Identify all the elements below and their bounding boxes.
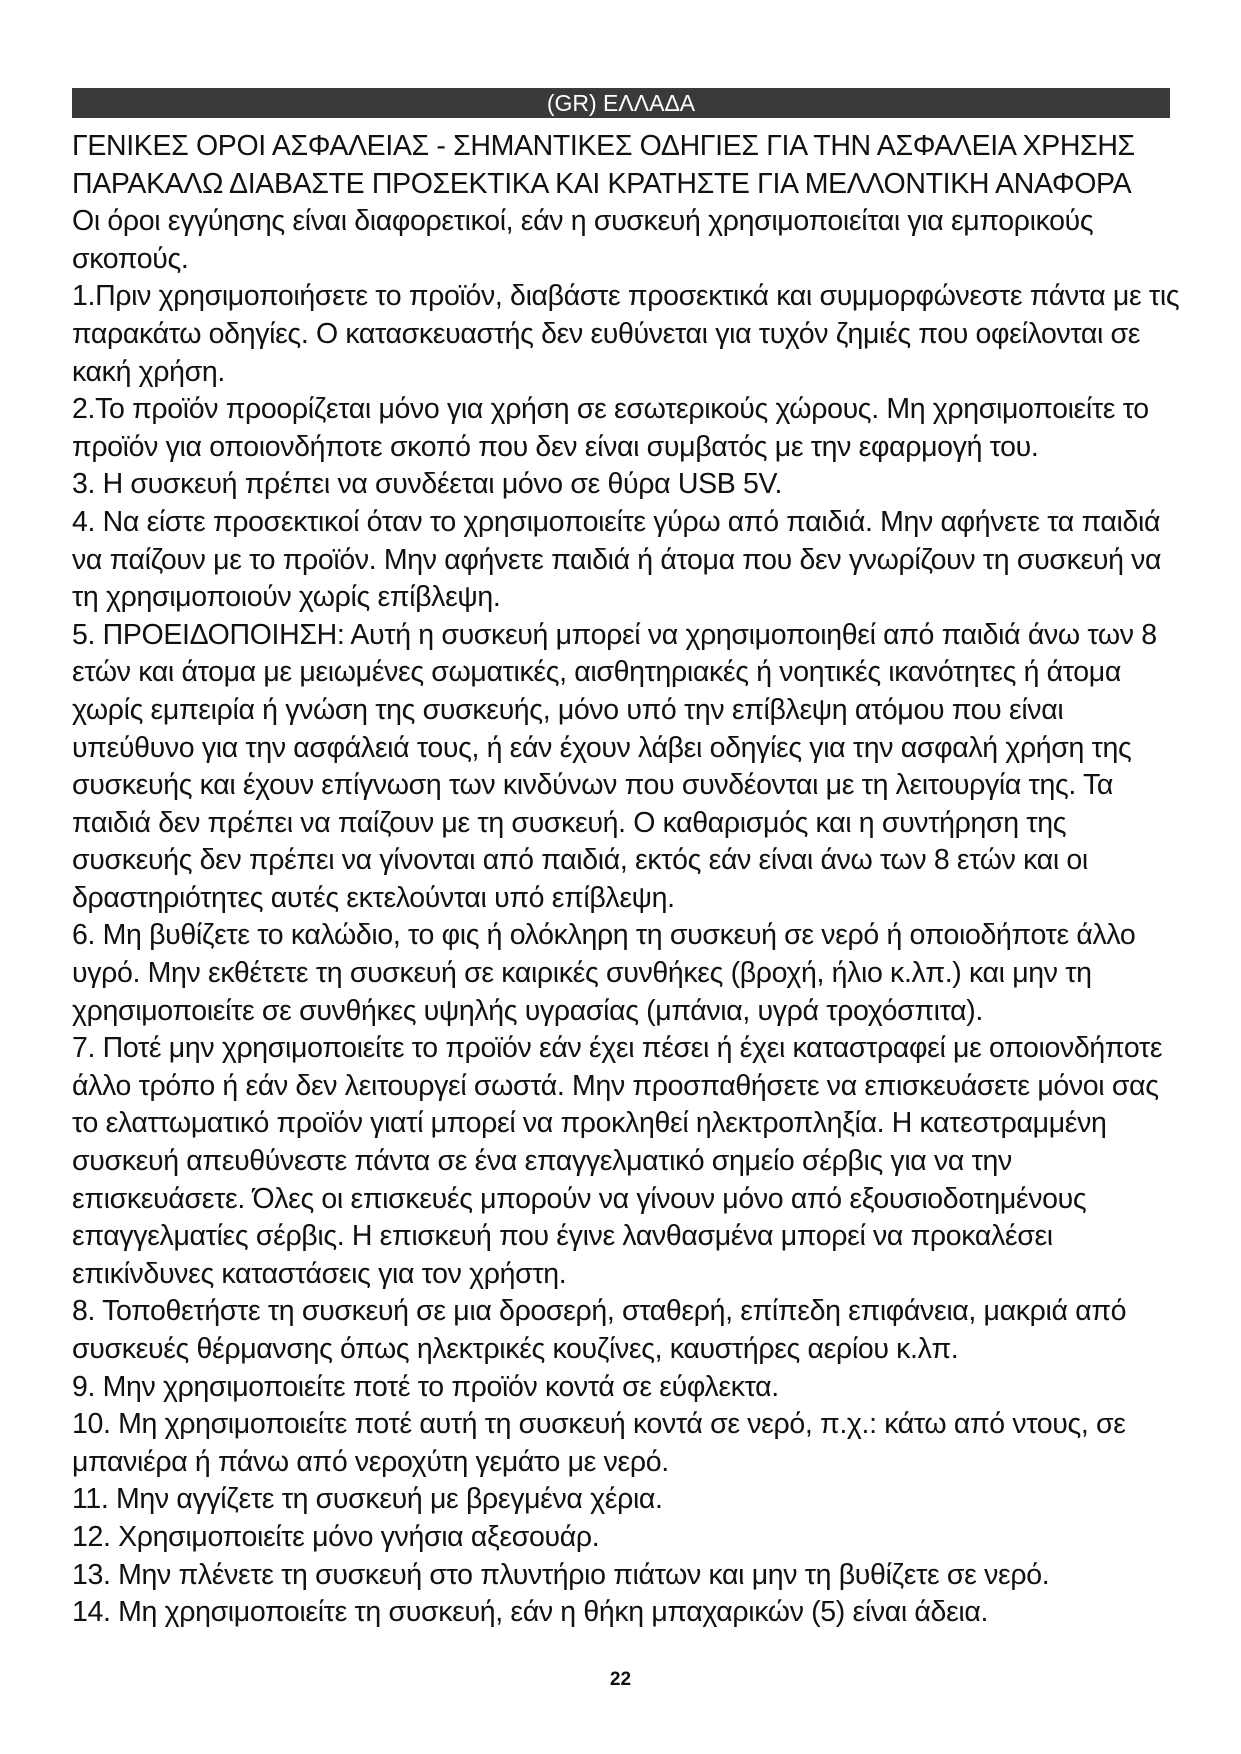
list-item: 14. Μη χρησιμοποιείτε τη συσκευή, εάν η θήκη μπαχαρικών (5) είναι άδεια. <box>72 1596 989 1629</box>
page-number: 22 <box>609 1669 632 1690</box>
list-item: 7. Ποτέ μην χρησιμοποιείτε το προϊόν εάν έχει πέσει ή έχει καταστραφεί με οποιονδήποτε άλλο τρόπο ή εάν δεν λειτουργεί σωστά. Μην προσπαθήσετε να επισκευάσετε μόνοι σας το ελαττωματικό προϊόν γιατί μπορεί να προκληθεί ηλεκτροπληξία. Η κατεστραμμένη συσκευή απευθύνεστε πάντα σε ένα επαγγελματικό σημείο σέρβις για να την επισκευάσετε. Όλες οι επισκευές μπορούν να γίνουν μόνο από εξουσιοδοτημένους επαγγελματίες σέρβις. Η επισκευή που έγινε λανθασμένα μπορεί να προκαλέσει επικίνδυνες καταστάσεις για τον χρήστη. <box>72 1032 1163 1290</box>
list-item: 2.Το προϊόν προορίζεται μόνο για χρήση σε εσωτερικούς χώρους. Μη χρησιμοποιείτε το προϊόν για οποιονδήποτε σκοπό που δεν είναι συμβατός με την εφαρμογή του. <box>72 393 1149 463</box>
language-header-bar: (GR) ΕΛΛΑΔΑ <box>72 88 1170 118</box>
list-item: 3. Η συσκευή πρέπει να συνδέεται μόνο σε θύρα USB 5V. <box>72 468 783 501</box>
list-item: 6. Μη βυθίζετε το καλώδιο, το φις ή ολόκληρη τη συσκευή σε νερό ή οποιοδήποτε άλλο υγρό. Μην εκθέτετε τη συσκευή σε καιρικές συνθήκες (βροχή, ήλιο κ.λπ.) και μην τη χρησιμοποιείτε σε συνθήκες υψηλής υγρασίας (μπάνια, υγρά τροχόσπιτα). <box>72 919 1136 1027</box>
list-item: 10. Μη χρησιμοποιείτε ποτέ αυτή τη συσκευή κοντά σε νερό, π.χ.: κάτω από ντους, σε μπανιέρα ή πάνω από νεροχύτη γεμάτο με νερό. <box>72 1408 1126 1478</box>
list-item: 13. Μην πλένετε τη συσκευή στο πλυντήριο πιάτων και μην τη βυθίζετε σε νερό. <box>72 1558 1050 1591</box>
title-line-1: ΓΕΝΙΚΕΣ ΟΡΟΙ ΑΣΦΑΛΕΙΑΣ - ΣΗΜΑΝΤΙΚΕΣ ΟΔΗΓΙΕΣ ΓΙΑ ΤΗΝ ΑΣΦΑΛΕΙΑ ΧΡΗΣΗΣ <box>72 130 1135 162</box>
title-line-2: ΠΑΡΑΚΑΛΩ ΔΙΑΒΑΣΤΕ ΠΡΟΣΕΚΤΙΚΑ ΚΑΙ ΚΡΑΤΗΣΤΕ ΓΙΑ ΜΕΛΛΟΝΤΙΚΗ ΑΝΑΦΟΡΑ <box>72 167 1132 200</box>
list-item: 11. Μην αγγίζετε τη συσκευή με βρεγμένα χέρια. <box>72 1483 663 1516</box>
list-item: 12. Χρησιμοποιείτε μόνο γνήσια αξεσουάρ. <box>72 1520 600 1553</box>
list-item: 5. ΠΡΟΕΙΔΟΠΟΙΗΣΗ: Αυτή η συσκευή μπορεί να χρησιμοποιηθεί από παιδιά άνω των 8 ετών και άτομα με μειωμένες σωματικές, αισθητηριακές ή νοητικές ικανότητες ή άτομα χωρίς εμπειρία ή γνώση της συσκευής, μόνο υπό την επίβλεψη ατόμου που είναι υπεύθυνο για την ασφάλειά τους, ή εάν έχουν λάβει οδηγίες για την ασφαλή χρήση της συσκευής και έχουν επίγνωση των κινδύνων που συνδέονται με τη λειτουργία της. Τα παιδιά δεν πρέπει να παίζουν με τη συσκευή. Ο καθαρισμός και η συντήρηση της συσκευής δεν πρέπει να γίνονται από παιδιά, εκτός εάν είναι άνω των 8 ετών και οι δραστηριότητες αυτές εκτελούνται υπό επίβλεψη. <box>72 618 1157 914</box>
document-body <box>72 128 1182 1632</box>
list-item: 1.Πριν χρησιμοποιήσετε το προϊόν, διαβάστε προσεκτικά και συμμορφώνεστε πάντα με τις παρακάτω οδηγίες. Ο κατασκευαστής δεν ευθύνεται για τυχόν ζημιές που οφείλονται σε κακή χρήση. <box>72 280 1180 388</box>
list-item: 9. Μην χρησιμοποιείτε ποτέ το προϊόν κοντά σε εύφλεκτα. <box>72 1370 779 1403</box>
list-item: 4. Να είστε προσεκτικοί όταν το χρησιμοποιείτε γύρω από παιδιά. Μην αφήνετε τα παιδιά να παίζουν με το προϊόν. Μην αφήνετε παιδιά ή άτομα που δεν γνωρίζουν τη συσκευή να τη χρησιμοποιούν χωρίς επίβλεψη. <box>72 505 1162 614</box>
intro-paragraph: Οι όροι εγγύησης είναι διαφορετικοί, εάν η συσκευή χρησιμοποιείται για εμπορικούς σκοπούς. <box>72 205 1094 275</box>
list-item: 8. Τοποθετήστε τη συσκευή σε μια δροσερή, σταθερή, επίπεδη επιφάνεια, μακριά από συσκευές θέρμανσης όπως ηλεκτρικές κουζίνες, καυστήρες αερίου κ.λπ. <box>72 1295 1127 1365</box>
